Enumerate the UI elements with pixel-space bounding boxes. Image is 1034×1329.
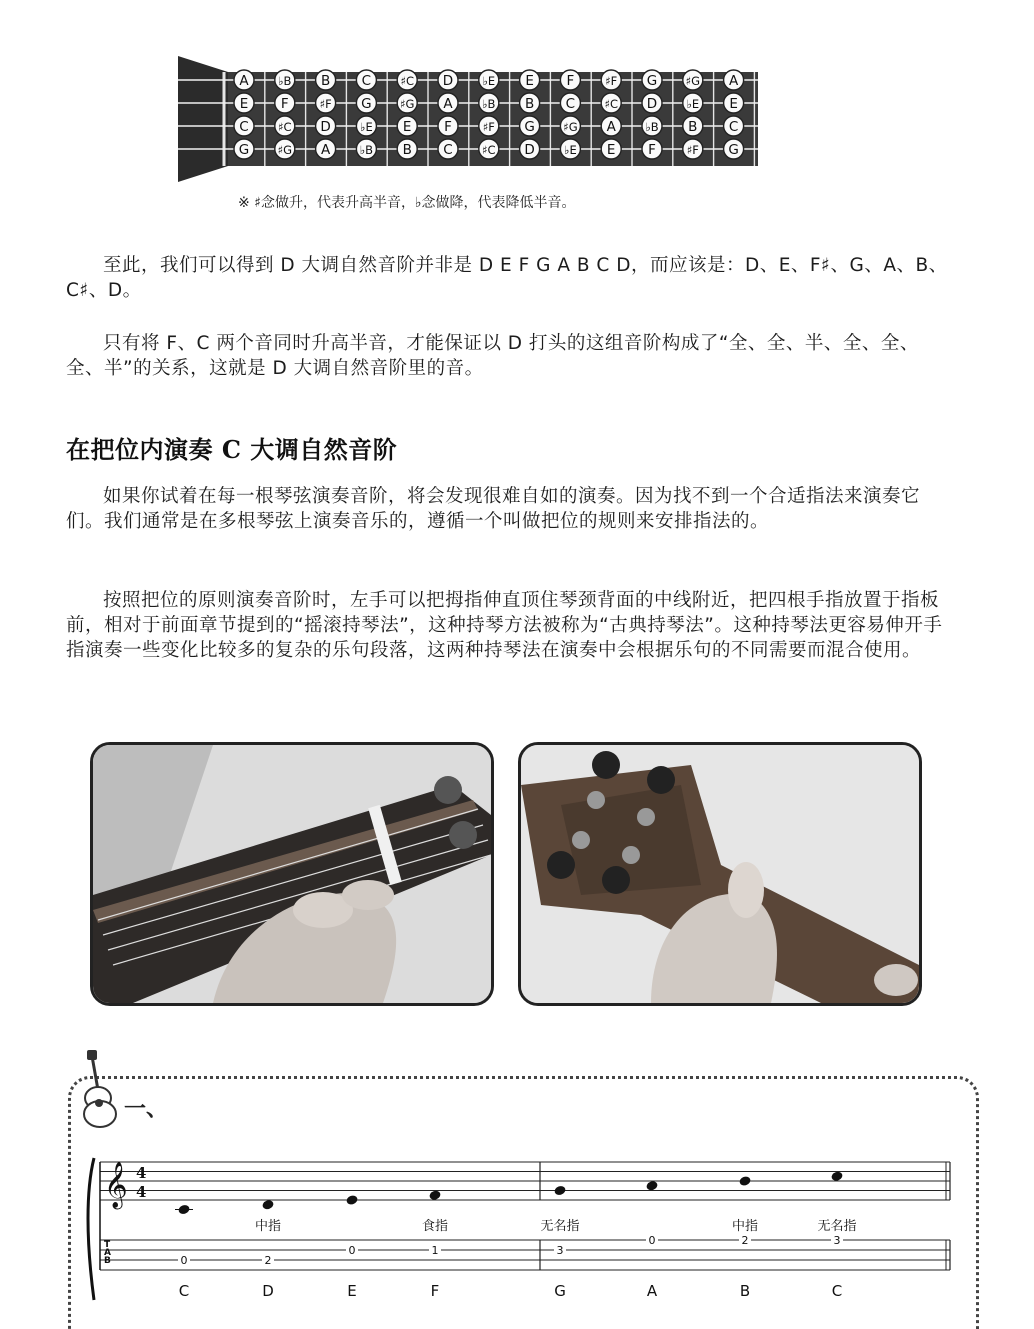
fret-note-label: ♯F — [605, 74, 618, 88]
fret-note — [479, 93, 499, 113]
fret-note-label: A — [728, 73, 739, 89]
fret-note — [724, 70, 744, 90]
time-signature-bottom: 4 — [136, 1183, 147, 1201]
paragraph-classical-grip: 按照把位的原则演奏音阶时，左手可以把拇指伸直顶住琴颈背面的中线附近，把四根手指放置于指板前，相对于前面章节提到的“摇滚持琴法”，这种持琴方法被称为“古典持琴法”。这种持琴法更容易伸开手指演奏一些变化比较多的复杂的乐句段落，这两种持琴法在演奏中会根据乐句的不同需要而混合使用。 — [66, 590, 943, 661]
fret-note — [397, 139, 417, 159]
finger-label: 食指 — [421, 1219, 449, 1234]
fret-note — [316, 116, 336, 136]
tab-fret-number: 3 — [556, 1244, 564, 1257]
photo-thumb-behind-neck — [518, 742, 922, 1006]
fret-note-label: ♯F — [319, 97, 332, 111]
fret-note-label: ♭E — [686, 97, 700, 111]
fret-note-label: A — [443, 96, 453, 112]
fretboard-caption: ※ ♯念做升，代表升高半音，♭念做降，代表降低半音。 — [238, 195, 576, 211]
finger-label: 无名指 — [817, 1219, 857, 1234]
notehead — [738, 1175, 751, 1187]
fret-note — [724, 116, 744, 136]
tab-fret-number: 0 — [180, 1254, 188, 1267]
fret-note-label: F — [648, 142, 656, 158]
fret-note — [275, 139, 295, 159]
fret-note — [520, 139, 540, 159]
fretboard-diagram — [178, 54, 768, 184]
fret-note — [316, 139, 336, 159]
notehead — [830, 1170, 843, 1182]
notehead — [261, 1199, 274, 1211]
fret-note — [316, 93, 336, 113]
tab-letter: A — [104, 1248, 111, 1258]
fret-note-label: A — [606, 119, 616, 135]
fret-note — [234, 70, 254, 90]
fret-note-label: ♭B — [645, 120, 659, 134]
note-name: B — [739, 1282, 751, 1300]
fret-note — [683, 93, 703, 113]
note-name: D — [262, 1282, 274, 1300]
fret-note — [275, 70, 295, 90]
fret-note — [275, 116, 295, 136]
fret-note-label: ♭E — [482, 74, 496, 88]
fret-note-label: B — [688, 119, 698, 135]
note — [540, 1185, 579, 1300]
fret-note — [438, 70, 458, 90]
fret-note-label: ♭E — [360, 120, 373, 134]
fret-note-label: ♯G — [399, 97, 415, 111]
fret-note — [601, 116, 621, 136]
note-name: F — [430, 1282, 440, 1300]
notation-staff — [80, 1150, 970, 1315]
paragraph-whole-half: 只有将 F、C 两个音同时升高半音，才能保证以 D 打头的这组音阶构成了“全、全、半、全、全、全、半”的关系，这就是 D 大调自然音阶里的音。 — [66, 333, 919, 379]
note — [817, 1170, 856, 1300]
fret-note-label: B — [524, 96, 535, 112]
fret-note-label: F — [444, 119, 452, 135]
tab-fret-number: 0 — [648, 1234, 656, 1247]
fret-note — [397, 116, 417, 136]
fret-note — [438, 116, 458, 136]
fret-note-label: D — [646, 96, 658, 112]
fret-note-label: G — [238, 142, 250, 158]
system-brace — [88, 1158, 94, 1300]
fret-note-label: ♯G — [685, 74, 701, 88]
fret-note — [479, 139, 499, 159]
finger-label: 中指 — [731, 1219, 759, 1234]
fret-note — [520, 93, 540, 113]
note-name: G — [554, 1282, 566, 1300]
fret-note-label: C — [443, 142, 453, 158]
finger-label: 无名指 — [540, 1219, 580, 1234]
fret-note-label: ♯C — [400, 74, 415, 88]
fret-note-label: E — [606, 142, 616, 158]
note — [422, 1189, 448, 1300]
fret-note-label: ♯F — [482, 120, 495, 134]
fret-note — [275, 93, 295, 113]
fret-note-label: ♭E — [564, 143, 577, 157]
section-heading: 在把位内演奏 C 大调自然音阶 — [66, 435, 398, 464]
note — [255, 1199, 281, 1300]
finger-label: 中指 — [254, 1219, 282, 1234]
fret-note-label: E — [239, 96, 249, 112]
note — [175, 1204, 193, 1300]
tab-fret-number: 1 — [431, 1244, 439, 1257]
note — [645, 1180, 658, 1300]
fret-note — [520, 70, 540, 90]
fret-note-label: F — [566, 73, 575, 89]
fret-note-label: ♯C — [481, 143, 496, 157]
fret-note — [642, 116, 662, 136]
fret-note — [356, 93, 376, 113]
fret-note — [234, 93, 254, 113]
fret-note — [560, 139, 580, 159]
fret-note-label: C — [728, 119, 739, 135]
tab-fret-number: 2 — [741, 1234, 749, 1247]
fret-note — [601, 139, 621, 159]
notehead — [428, 1189, 441, 1201]
fret-note-label: D — [524, 142, 535, 158]
fret-note-label: E — [402, 119, 412, 135]
note — [732, 1175, 758, 1300]
fret-note — [397, 70, 417, 90]
fret-note-label: ♯F — [686, 143, 699, 157]
notehead — [645, 1180, 658, 1192]
fret-note — [234, 116, 254, 136]
paragraph-position: 如果你试着在每一根琴弦演奏音阶，将会发现很难自如的演奏。因为找不到一个合适指法来演奏它们。我们通常是在多根琴弦上演奏音乐的，遵循一个叫做把位的规则来安排指法的。 — [66, 486, 921, 532]
notehead — [345, 1194, 358, 1206]
time-signature-top: 4 — [136, 1164, 147, 1182]
fret-note — [683, 139, 703, 159]
fret-note-label: ♯C — [604, 97, 619, 111]
fret-note-label: C — [361, 73, 372, 89]
fret-note-label: B — [320, 73, 331, 89]
fret-note — [356, 139, 376, 159]
fret-note — [683, 70, 703, 90]
paragraph-d-major: 至此，我们可以得到 D 大调自然音阶并非是 D E F G A B C D，而应该是：D、E、F♯、G、A、B、C♯、D。 — [66, 255, 948, 301]
fret-note-label: G — [728, 142, 739, 158]
tab-fret-number: 3 — [833, 1234, 841, 1247]
fret-note-label: C — [565, 96, 576, 112]
fret-note — [560, 70, 580, 90]
fret-note-label: F — [280, 96, 289, 112]
treble-clef: 𝄞 — [104, 1162, 128, 1208]
fret-note — [724, 93, 744, 113]
fret-note-label: B — [402, 142, 412, 158]
fret-note — [560, 116, 580, 136]
fret-note-label: C — [239, 119, 249, 135]
note-name: A — [646, 1282, 658, 1300]
tab-letter: B — [104, 1256, 111, 1266]
fret-note — [642, 93, 662, 113]
note — [345, 1194, 358, 1300]
fret-note — [356, 116, 376, 136]
fret-note — [479, 70, 499, 90]
fret-note-label: ♭B — [278, 74, 292, 88]
note-name: C — [178, 1282, 190, 1300]
fret-note-label: G — [524, 119, 535, 135]
tab-fret-number: 2 — [264, 1254, 272, 1267]
fret-note — [356, 70, 376, 90]
fret-note — [642, 70, 662, 90]
photo-fretting-hand — [90, 742, 494, 1006]
fret-note-label: E — [525, 73, 534, 89]
fret-note — [316, 70, 336, 90]
fret-note — [479, 116, 499, 136]
fret-note-label: E — [729, 96, 738, 112]
fret-note — [601, 93, 621, 113]
fret-note-label: D — [320, 119, 331, 135]
fret-note-label: ♯C — [277, 120, 292, 134]
fret-note — [601, 70, 621, 90]
fret-note-label: G — [646, 73, 658, 89]
fret-note-label: A — [320, 142, 331, 158]
fret-note — [438, 139, 458, 159]
fret-note-label: D — [442, 73, 454, 89]
tab-letter: T — [104, 1240, 111, 1250]
fret-note — [724, 139, 744, 159]
ukulele-icon — [70, 1048, 130, 1128]
fret-note — [683, 116, 703, 136]
fret-note-label: ♭B — [359, 143, 374, 157]
notehead — [553, 1185, 566, 1197]
fret-note — [520, 116, 540, 136]
note-name: C — [831, 1282, 843, 1300]
fret-note — [438, 93, 458, 113]
fret-note-label: ♯G — [563, 120, 578, 134]
fret-note — [397, 93, 417, 113]
fret-note — [642, 139, 662, 159]
note-name: E — [347, 1282, 357, 1300]
fret-note-label: G — [361, 96, 372, 112]
tab-fret-number: 0 — [348, 1244, 356, 1257]
fret-note — [560, 93, 580, 113]
fret-note — [234, 139, 254, 159]
fret-note-label: ♯G — [277, 143, 293, 157]
exercise-label: 一、 — [124, 1097, 169, 1122]
fret-note-label: ♭B — [482, 97, 496, 111]
fret-note-label: A — [239, 73, 249, 89]
